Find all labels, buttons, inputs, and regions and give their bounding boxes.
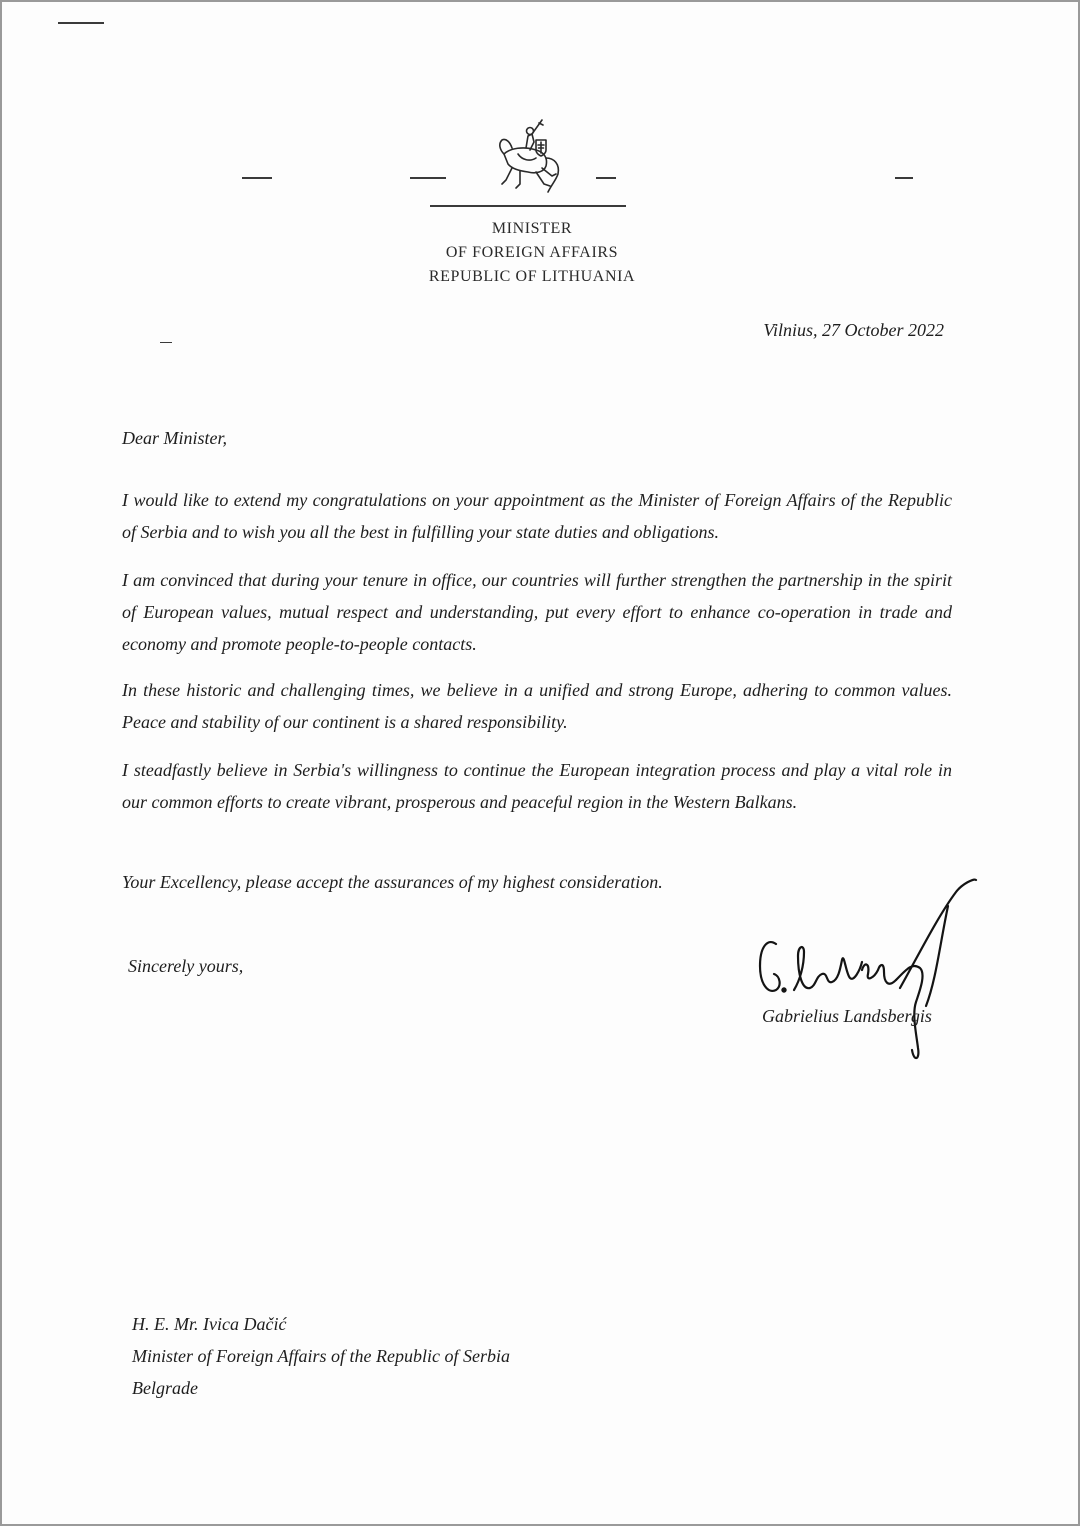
- handwritten-signature-icon: [750, 870, 982, 1066]
- recipient-name: H. E. Mr. Ivica Dačić: [132, 1314, 287, 1334]
- header-line-minister: MINISTER: [491, 220, 573, 237]
- signature-name: Gabrielius Landsbergis: [762, 1006, 932, 1026]
- body-paragraph-1: I would like to extend my congratulations on your appointment as the Minister of Foreign Affairs of the Republic of Serbia and to wish you all the best in fulfilling your state duties and obligations.: [122, 490, 952, 542]
- recipient-title: Minister of Foreign Affairs of the Republic of Serbia: [132, 1346, 510, 1366]
- body-paragraph-4: I steadfastly believe in Serbia's willingness to continue the European integration process and play a vital role in our common efforts to create vibrant, prosperous and peaceful region in the Western Balkans.: [122, 760, 952, 812]
- closing: Sincerely yours,: [128, 956, 244, 976]
- recipient-city: Belgrade: [132, 1378, 198, 1398]
- scan-mark-small: [160, 342, 172, 343]
- scan-mark: [58, 22, 104, 24]
- letter-date: Vilnius, 27 October 2022: [763, 320, 944, 340]
- header-line-republic: REPUBLIC OF LITHUANIA: [428, 268, 636, 285]
- body-paragraph-5: Your Excellency, please accept the assurances of my highest consideration.: [122, 872, 663, 892]
- body-paragraph-2: I am convinced that during your tenure in office, our countries will further strengthen the partnership in the spirit of European values, mutual respect and understanding, put every effort to enhance co-operation in trade and economy and promote people-to-people contacts.: [122, 570, 952, 654]
- header-rule-right: [596, 177, 616, 179]
- header-rule-right-outer: [895, 177, 913, 179]
- salutation: Dear Minister,: [122, 428, 227, 448]
- header-title: [332, 217, 732, 289]
- body-paragraph-3: In these historic and challenging times, we believe in a unified and strong Europe, adhering to common values. Peace and stability of our continent is a shared responsibility.: [122, 680, 952, 732]
- header-rule-left: [410, 177, 446, 179]
- vytis-emblem-icon: [490, 114, 570, 196]
- header-rule-left-outer: [242, 177, 272, 179]
- header-line-foreign-affairs: OF FOREIGN AFFAIRS: [445, 244, 619, 261]
- recipient-address: [132, 1308, 510, 1404]
- header-underline: [430, 205, 626, 207]
